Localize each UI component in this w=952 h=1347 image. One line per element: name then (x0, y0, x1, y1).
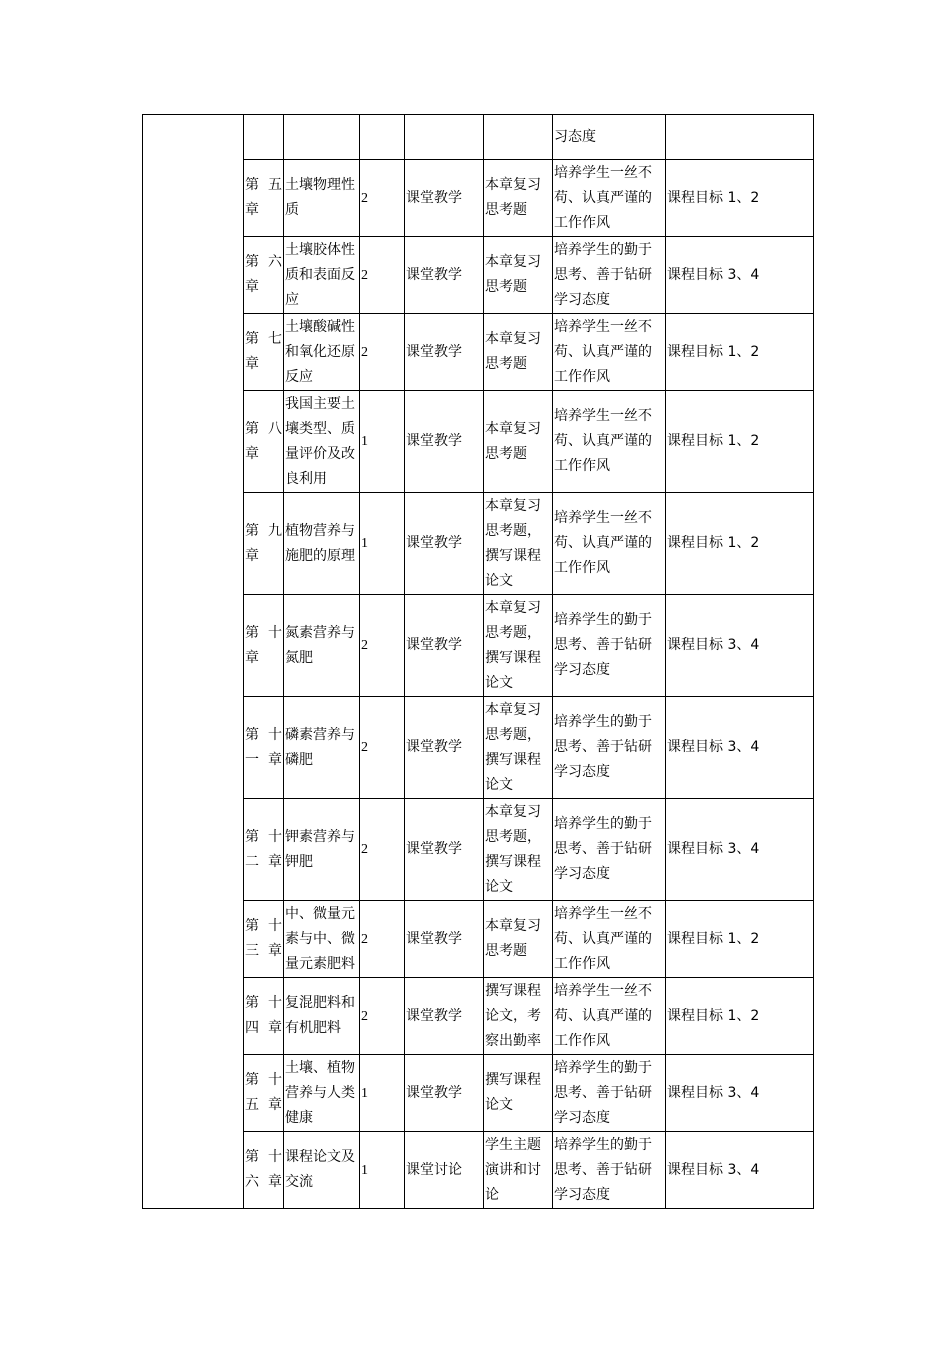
content-cell: 我国主要土壤类型、质量评价及改良利用 (284, 391, 360, 493)
table-row (143, 978, 814, 1055)
homework-cell: 本章复习思考题，撰写课程论文 (484, 697, 553, 799)
chapter-cell: 第 十六章 (244, 1132, 284, 1209)
homework-cell: 本章复习思考题 (484, 237, 553, 314)
table-row (143, 901, 814, 978)
hours-cell (360, 115, 405, 160)
content-cell: 土壤物理性质 (284, 160, 360, 237)
content-cell (284, 115, 360, 160)
hours-cell: 2 (360, 901, 405, 978)
homework-cell (484, 115, 553, 160)
chapter-cell (244, 115, 284, 160)
homework-cell: 本章复习思考题，撰写课程论文 (484, 595, 553, 697)
ideology-cell: 培养学生一丝不苟、认真严谨的工作作风 (553, 160, 666, 237)
goal-cell: 课程目标 3、4 (666, 237, 814, 314)
homework-cell: 本章复习思考题 (484, 391, 553, 493)
table-row (143, 115, 814, 160)
table-row (143, 799, 814, 901)
ideology-cell: 培养学生的勤于思考、善于钻研学习态度 (553, 697, 666, 799)
method-cell: 课堂教学 (405, 978, 484, 1055)
method-cell: 课堂教学 (405, 160, 484, 237)
method-cell: 课堂教学 (405, 237, 484, 314)
chapter-cell: 第 十一章 (244, 697, 284, 799)
goal-cell: 课程目标 1、2 (666, 493, 814, 595)
goal-cell: 课程目标 1、2 (666, 314, 814, 391)
method-cell: 课堂教学 (405, 799, 484, 901)
homework-cell: 本章复习思考题，撰写课程论文 (484, 493, 553, 595)
content-cell: 土壤、植物营养与人类健康 (284, 1055, 360, 1132)
ideology-cell: 培养学生一丝不苟、认真严谨的工作作风 (553, 493, 666, 595)
content-cell: 磷素营养与磷肥 (284, 697, 360, 799)
syllabus-table (142, 114, 814, 1209)
method-cell: 课堂教学 (405, 314, 484, 391)
goal-cell: 课程目标 3、4 (666, 799, 814, 901)
content-cell: 氮素营养与氮肥 (284, 595, 360, 697)
table-row (143, 314, 814, 391)
goal-cell: 课程目标 1、2 (666, 901, 814, 978)
hours-cell: 2 (360, 237, 405, 314)
chapter-cell: 第 十五章 (244, 1055, 284, 1132)
homework-cell: 学生主题演讲和讨论 (484, 1132, 553, 1209)
chapter-cell: 第 六章 (244, 237, 284, 314)
chapter-cell: 第 九章 (244, 493, 284, 595)
hours-cell: 2 (360, 799, 405, 901)
goal-cell: 课程目标 3、4 (666, 697, 814, 799)
ideology-cell: 培养学生的勤于思考、善于钻研学习态度 (553, 595, 666, 697)
ideology-cell: 培养学生一丝不苟、认真严谨的工作作风 (553, 978, 666, 1055)
homework-cell: 本章复习思考题，撰写课程论文 (484, 799, 553, 901)
hours-cell: 2 (360, 595, 405, 697)
method-cell: 课堂教学 (405, 697, 484, 799)
method-cell: 课堂教学 (405, 391, 484, 493)
chapter-cell: 第 十三章 (244, 901, 284, 978)
content-cell: 土壤酸碱性和氧化还原反应 (284, 314, 360, 391)
content-cell: 课程论文及交流 (284, 1132, 360, 1209)
hours-cell: 2 (360, 697, 405, 799)
homework-cell: 撰写课程论文 (484, 1055, 553, 1132)
goal-cell: 课程目标 1、2 (666, 978, 814, 1055)
chapter-cell: 第 八章 (244, 391, 284, 493)
table-body (143, 115, 814, 1209)
homework-cell: 本章复习思考题 (484, 314, 553, 391)
chapter-cell: 第 五章 (244, 160, 284, 237)
ideology-cell: 培养学生的勤于思考、善于钻研学习态度 (553, 799, 666, 901)
ideology-cell: 习态度 (553, 115, 666, 160)
method-cell: 课堂讨论 (405, 1132, 484, 1209)
goal-cell: 课程目标 3、4 (666, 1055, 814, 1132)
table-row (143, 391, 814, 493)
table-row (143, 697, 814, 799)
goal-cell: 课程目标 1、2 (666, 391, 814, 493)
content-cell: 植物营养与施肥的原理 (284, 493, 360, 595)
method-cell: 课堂教学 (405, 595, 484, 697)
method-cell (405, 115, 484, 160)
chapter-cell: 第 十四章 (244, 978, 284, 1055)
table-row (143, 595, 814, 697)
method-cell: 课堂教学 (405, 901, 484, 978)
ideology-cell: 培养学生一丝不苟、认真严谨的工作作风 (553, 314, 666, 391)
method-cell: 课堂教学 (405, 493, 484, 595)
table-row (143, 1055, 814, 1132)
ideology-cell: 培养学生一丝不苟、认真严谨的工作作风 (553, 391, 666, 493)
category-cell (143, 115, 244, 1209)
hours-cell: 2 (360, 314, 405, 391)
ideology-cell: 培养学生一丝不苟、认真严谨的工作作风 (553, 901, 666, 978)
goal-cell (666, 115, 814, 160)
hours-cell: 2 (360, 160, 405, 237)
hours-cell: 1 (360, 493, 405, 595)
content-cell: 复混肥料和有机肥料 (284, 978, 360, 1055)
homework-cell: 撰写课程论文，考察出勤率 (484, 978, 553, 1055)
method-cell: 课堂教学 (405, 1055, 484, 1132)
hours-cell: 2 (360, 978, 405, 1055)
content-cell: 土壤胶体性质和表面反应 (284, 237, 360, 314)
goal-cell: 课程目标 1、2 (666, 160, 814, 237)
table-row (143, 1132, 814, 1209)
ideology-cell: 培养学生的勤于思考、善于钻研学习态度 (553, 237, 666, 314)
ideology-cell: 培养学生的勤于思考、善于钻研学习态度 (553, 1132, 666, 1209)
hours-cell: 1 (360, 1055, 405, 1132)
chapter-cell: 第 十二章 (244, 799, 284, 901)
goal-cell: 课程目标 3、4 (666, 1132, 814, 1209)
homework-cell: 本章复习思考题 (484, 901, 553, 978)
table-row (143, 160, 814, 237)
chapter-cell: 第 十章 (244, 595, 284, 697)
ideology-cell: 培养学生的勤于思考、善于钻研学习态度 (553, 1055, 666, 1132)
chapter-cell: 第 七章 (244, 314, 284, 391)
hours-cell: 1 (360, 391, 405, 493)
goal-cell: 课程目标 3、4 (666, 595, 814, 697)
content-cell: 中、微量元素与中、微量元素肥料 (284, 901, 360, 978)
hours-cell: 1 (360, 1132, 405, 1209)
table-row (143, 237, 814, 314)
content-cell: 钾素营养与钾肥 (284, 799, 360, 901)
table-row (143, 493, 814, 595)
homework-cell: 本章复习思考题 (484, 160, 553, 237)
